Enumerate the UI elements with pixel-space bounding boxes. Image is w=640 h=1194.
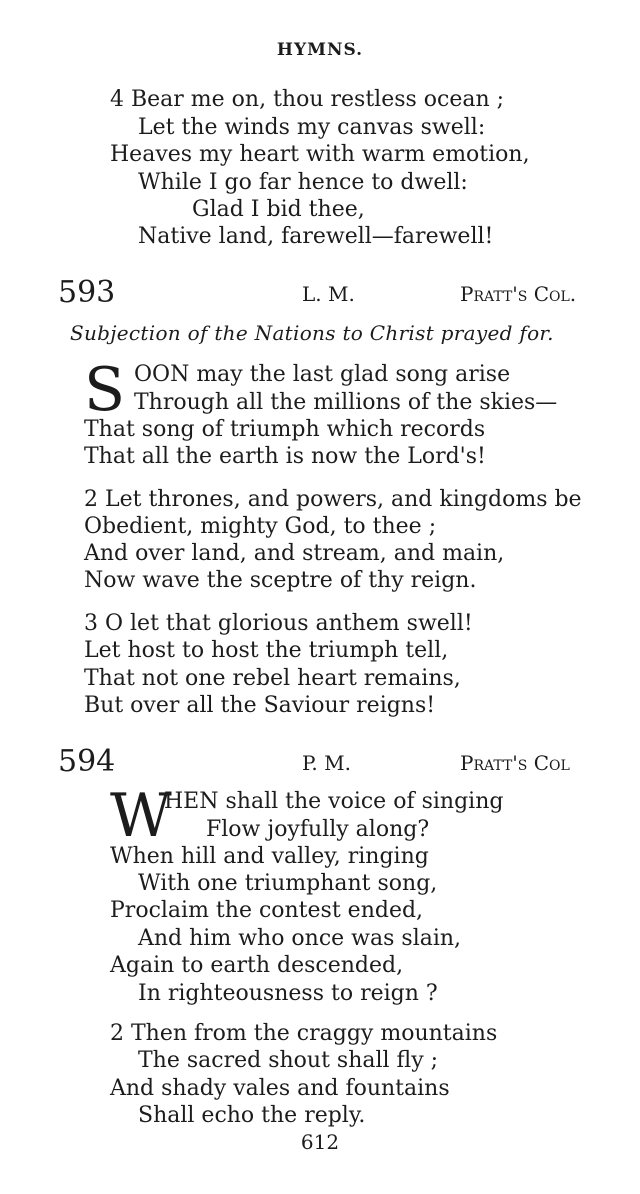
verse-line: OON may the last glad song arise: [134, 362, 511, 387]
verse-line: Let the winds my canvas swell:: [138, 115, 486, 140]
hymn-number: 593: [58, 275, 116, 310]
verse-line: But over all the Saviour reigns!: [84, 693, 436, 718]
verse-line: When hill and valley, ringing: [110, 844, 429, 869]
verse-line: That not one rebel heart remains,: [84, 666, 461, 691]
verse-line: The sacred shout shall fly ;: [138, 1048, 439, 1073]
verse-line: 2 Let thrones, and powers, and kingdoms be: [84, 487, 582, 512]
verse-line: 2 Then from the craggy mountains: [110, 1021, 498, 1046]
drop-cap: S: [84, 355, 126, 425]
verse-line: Again to earth descended,: [110, 953, 404, 978]
hymn-meter: L. M.: [302, 282, 355, 306]
verse-line: 4 Bear me on, thou restless ocean ;: [110, 87, 505, 112]
verse-line: Shall echo the reply.: [138, 1103, 366, 1128]
hymn-source: Pratt's Col.: [460, 282, 577, 306]
hymn-number: 594: [58, 744, 116, 779]
verse-line: Proclaim the contest ended,: [110, 898, 424, 923]
verse-line: 3 O let that glorious anthem swell!: [84, 611, 473, 636]
verse-line: And over land, and stream, and main,: [84, 541, 505, 566]
hymn-meter: P. M.: [302, 751, 351, 775]
verse-line: Through all the millions of the skies—: [134, 390, 558, 415]
verse-line: Heaves my heart with warm emotion,: [110, 142, 530, 167]
verse-line: And him who once was slain,: [138, 926, 462, 951]
page-number: 612: [300, 1130, 340, 1154]
verse-line: Flow joyfully along?: [206, 817, 430, 842]
hymn-subtitle: Subjection of the Nations to Christ prayed for.: [70, 321, 554, 345]
verse-line: Native land, farewell—farewell!: [138, 224, 494, 249]
verse-line: That song of triumph which records: [84, 417, 486, 442]
verse-line: That all the earth is now the Lord's!: [84, 444, 486, 469]
verse-line: Glad I bid thee,: [192, 197, 365, 222]
drop-cap: W: [110, 781, 172, 851]
verse-line: Now wave the sceptre of thy reign.: [84, 568, 477, 593]
verse-line: While I go far hence to dwell:: [138, 170, 468, 195]
verse-line: Obedient, mighty God, to thee ;: [84, 514, 437, 539]
verse-line: HEN shall the voice of singing: [164, 789, 504, 814]
verse-line: With one triumphant song,: [138, 871, 438, 896]
verse-line: In righteousness to reign ?: [138, 981, 438, 1006]
hymn-source: Pratt's Col: [460, 751, 570, 775]
running-title: HYMNS.: [276, 40, 364, 60]
verse-line: Let host to host the triumph tell,: [84, 638, 449, 663]
verse-line: And shady vales and fountains: [110, 1076, 450, 1101]
